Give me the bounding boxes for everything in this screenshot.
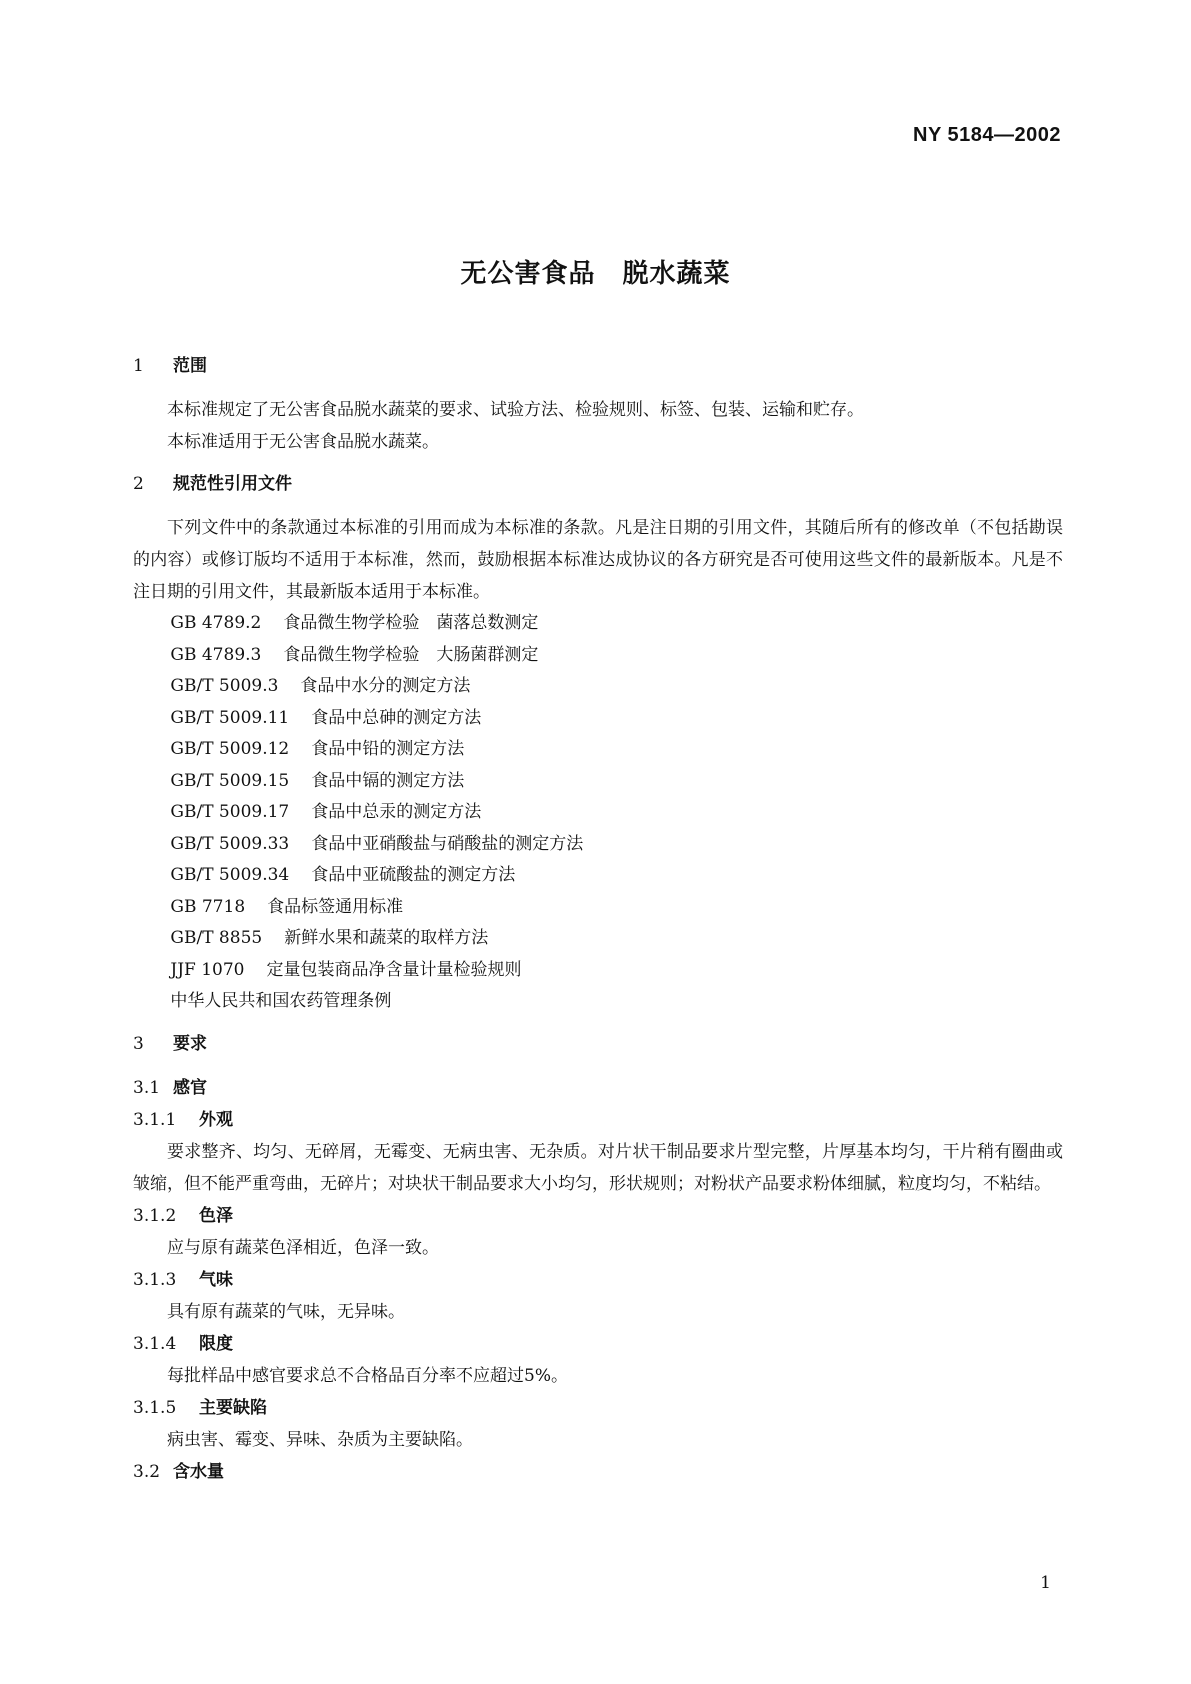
reference-item: [133, 955, 1063, 987]
paragraph: 病虫害、霉变、异味、杂质为主要缺陷。: [167, 1429, 473, 1450]
clause-number: 3.1.2: [133, 1205, 177, 1226]
section-title: 范围: [173, 356, 207, 376]
reference-title: 食品中总汞的测定方法: [311, 802, 482, 822]
paragraph: 每批样品中感官要求总不合格品百分率不应超过5%。: [167, 1365, 568, 1386]
reference-title: 食品中水分的测定方法: [300, 676, 471, 696]
reference-code: GB/T 5009.11: [170, 707, 290, 728]
document-body: [133, 350, 1063, 1488]
section-number: 1: [133, 356, 144, 376]
reference-item: [133, 703, 1063, 735]
reference-code: GB 7718: [170, 896, 246, 917]
reference-item: [133, 671, 1063, 703]
reference-title: 食品中亚硝酸盐与硝酸盐的测定方法: [311, 833, 584, 854]
subsection-3-2-heading: [133, 1456, 1063, 1488]
reference-code: GB/T 5009.17: [170, 802, 290, 822]
clause-title: 主要缺陷: [199, 1397, 267, 1418]
section-3-heading: [133, 1028, 1063, 1060]
subsection-3-1-heading: [133, 1072, 1063, 1104]
section-number: 2: [133, 474, 144, 494]
reference-title: 新鲜水果和蔬菜的取样方法: [284, 928, 489, 948]
reference-title: 食品微生物学检验 大肠菌群测定: [283, 644, 539, 665]
paragraph: 本标准适用于无公害食品脱水蔬菜。: [167, 432, 439, 452]
section-title: 要求: [173, 1033, 207, 1054]
section-2-heading: [133, 468, 1063, 500]
clause-number: 3.1.3: [133, 1269, 177, 1290]
reference-item: [133, 860, 1063, 892]
subsection-title: 含水量: [173, 1461, 224, 1482]
subsection-number: 3.1: [133, 1077, 161, 1098]
section-1-heading: [133, 350, 1063, 382]
clause-3-1-1-heading: [133, 1104, 1063, 1136]
clause-3-1-5-heading: [133, 1392, 1063, 1424]
reference-code: GB 4789.2: [170, 613, 262, 633]
reference-title: 食品中铅的测定方法: [311, 739, 465, 759]
reference-title: 食品中亚硫酸盐的测定方法: [311, 865, 516, 885]
clause-3-1-4-heading: [133, 1328, 1063, 1360]
clause-number: 3.1.1: [133, 1109, 177, 1130]
reference-code: GB/T 5009.15: [170, 770, 290, 791]
reference-title: 食品中总砷的测定方法: [311, 707, 482, 728]
reference-list: [133, 608, 1063, 1018]
reference-title: 食品中镉的测定方法: [311, 770, 465, 791]
reference-item: [133, 640, 1063, 672]
reference-code: GB/T 8855: [170, 928, 263, 948]
document-code: NY 5184—2002: [913, 124, 1061, 146]
reference-title: 定量包装商品净含量计量检验规则: [266, 959, 522, 980]
clause-title: 气味: [199, 1269, 233, 1290]
reference-title: 食品微生物学检验 菌落总数测定: [283, 613, 539, 633]
clause-title: 限度: [199, 1333, 233, 1354]
paragraph: 本标准规定了无公害食品脱水蔬菜的要求、试验方法、检验规则、标签、包装、运输和贮存。: [167, 400, 864, 420]
clause-title: 色泽: [199, 1205, 233, 1226]
reference-code: GB/T 5009.12: [170, 739, 290, 759]
reference-item: [133, 734, 1063, 766]
clause-number: 3.1.4: [133, 1333, 177, 1354]
page-number: 1: [1040, 1573, 1051, 1593]
reference-code: GB/T 5009.33: [170, 833, 290, 854]
clause-title: 外观: [199, 1109, 233, 1130]
reference-item: [133, 829, 1063, 861]
reference-code: GB/T 5009.34: [170, 865, 290, 885]
reference-item: [133, 766, 1063, 798]
reference-code: GB/T 5009.3: [170, 676, 279, 696]
paragraph: 具有原有蔬菜的气味，无异味。: [167, 1301, 405, 1322]
subsection-number: 3.2: [133, 1461, 161, 1482]
reference-title: 食品标签通用标准: [267, 896, 404, 917]
clause-3-1-2-heading: [133, 1200, 1063, 1232]
clause-number: 3.1.5: [133, 1397, 177, 1418]
section-title: 规范性引用文件: [173, 474, 292, 494]
reference-item: [133, 797, 1063, 829]
subsection-title: 感官: [173, 1077, 207, 1098]
reference-item: [133, 892, 1063, 924]
reference-code: GB 4789.3: [170, 644, 262, 665]
document-title: 无公害食品 脱水蔬菜: [460, 259, 731, 289]
reference-title: 中华人民共和国农药管理条例: [170, 991, 392, 1011]
reference-item: [133, 923, 1063, 955]
reference-code: JJF 1070: [170, 959, 245, 980]
reference-item: [133, 986, 1063, 1018]
paragraph: 要求整齐、均匀、无碎屑，无霉变、无病虫害、无杂质。对片状干制品要求片型完整，片厚基本均匀，干片稍有圈曲或皱缩，但不能严重弯曲，无碎片；对块状干制品要求大小均匀，形状规则；对粉状产品要求粉体细腻，粒度均匀，不粘结。: [133, 1141, 1063, 1194]
paragraph: 应与原有蔬菜色泽相近，色泽一致。: [167, 1237, 439, 1258]
clause-3-1-3-heading: [133, 1264, 1063, 1296]
reference-item: [133, 608, 1063, 640]
paragraph: 下列文件中的条款通过本标准的引用而成为本标准的条款。凡是注日期的引用文件，其随后所有的修改单（不包括勘误的内容）或修订版均不适用于本标准，然而，鼓励根据本标准达成协议的各方研究是否可使用这些文件的最新版本。凡是不注日期的引用文件，其最新版本适用于本标准。: [133, 518, 1063, 602]
section-number: 3: [133, 1033, 144, 1054]
